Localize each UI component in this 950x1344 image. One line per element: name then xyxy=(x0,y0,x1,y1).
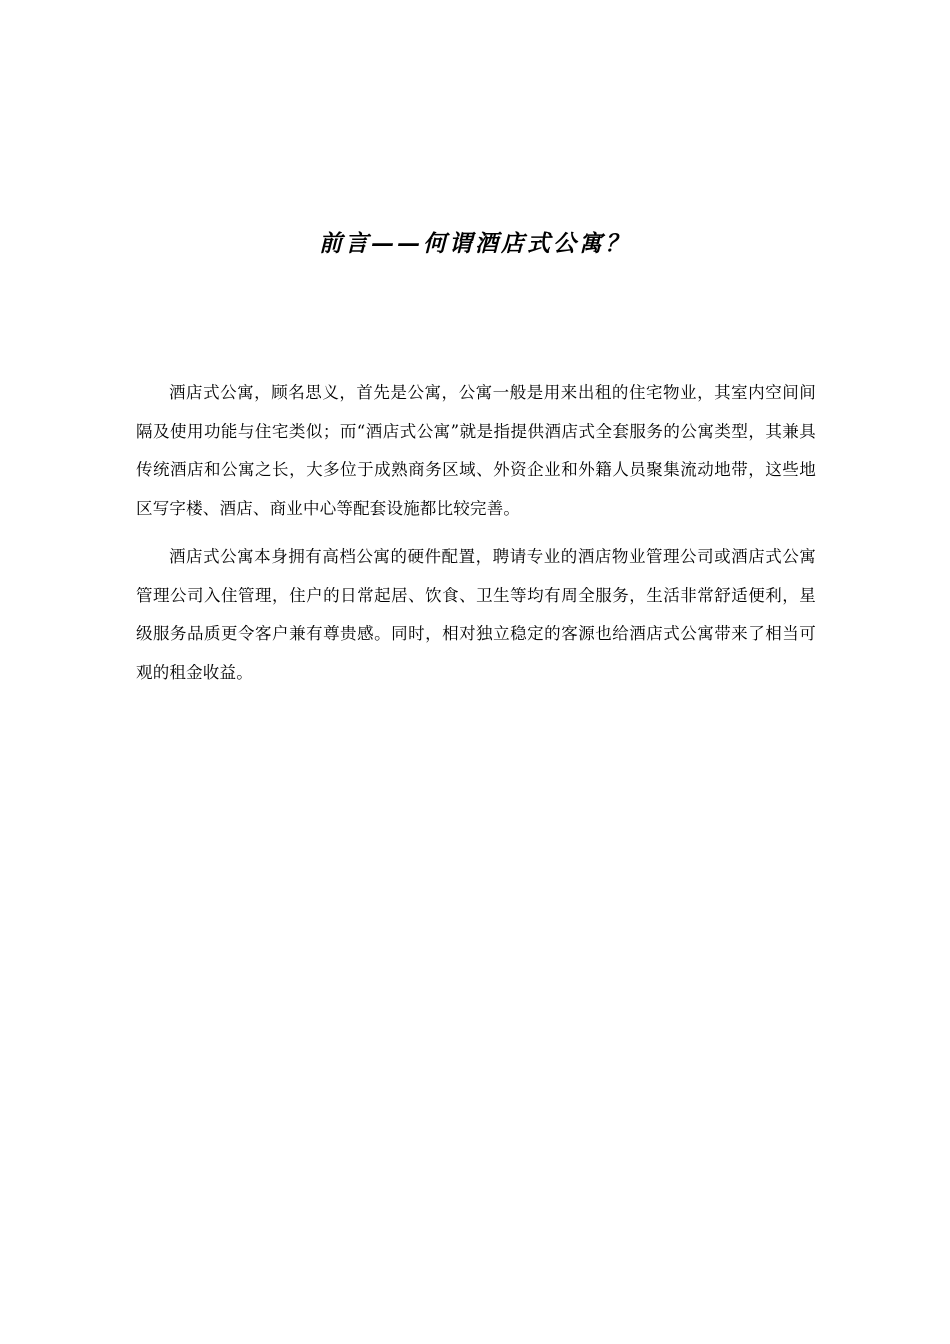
page-title: 前言——何谓酒店式公寓？ xyxy=(319,230,631,257)
paragraph-1: 酒店式公寓，顾名思义，首先是公寓，公寓一般是用来出租的住宅物业，其室内空间间隔及使用功能与住宅类似；而“酒店式公寓”就是指提供酒店式全套服务的公寓类型，其兼具传统酒店和公寓之长，大多位于成熟商务区域、外资企业和外籍人员聚集流动地带，这些地区写字楼、酒店、商业中心等配套设施都比较完善。 xyxy=(136,383,816,518)
body-text xyxy=(136,374,816,702)
paragraph-2: 酒店式公寓本身拥有高档公寓的硬件配置，聘请专业的酒店物业管理公司或酒店式公寓管理公司入住管理，住户的日常起居、饮食、卫生等均有周全服务，生活非常舒适便利，星级服务品质更令客户兼有尊贵感。同时，相对独立稳定的客源也给酒店式公寓带来了相当可观的租金收益。 xyxy=(136,547,816,682)
